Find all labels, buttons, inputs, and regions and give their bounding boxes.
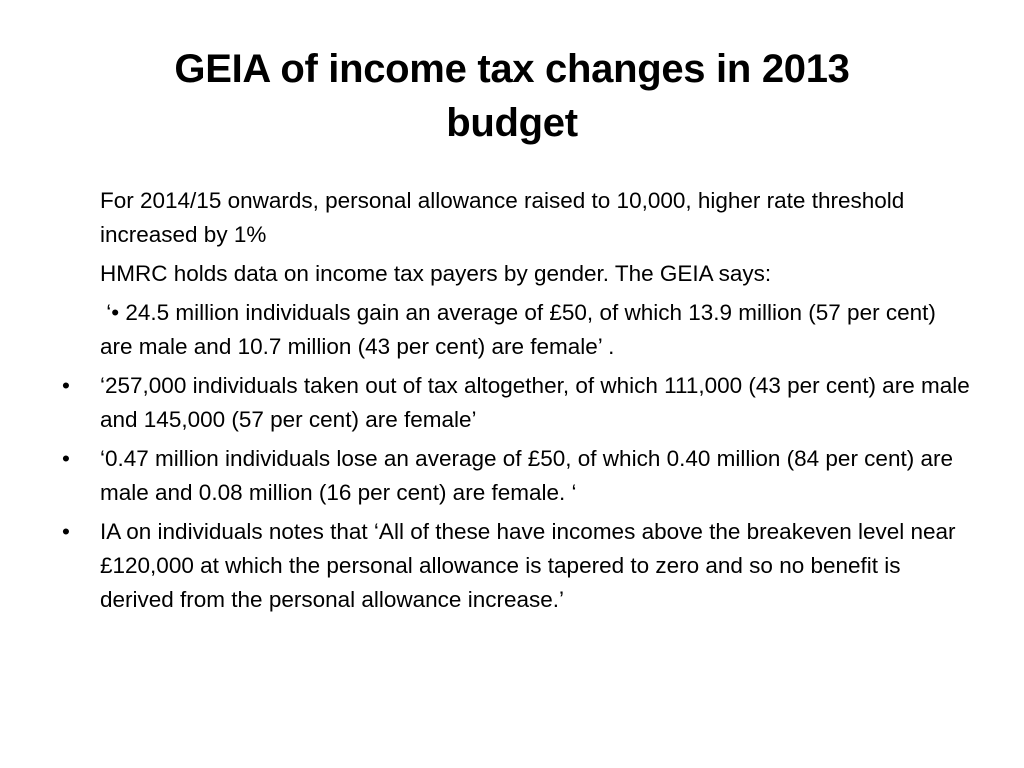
bullet-icon: • (62, 519, 70, 544)
paragraph-gainers (62, 296, 972, 364)
bullet-icon: • (62, 446, 70, 471)
paragraph-losers (62, 442, 972, 510)
bullet-icon: • (62, 373, 70, 398)
paragraph-text: ‘• 24.5 million individuals gain an average of £50, of which 13.9 million (57 per cent) are male and 10.7 million (43 per cent) are female’ . (100, 300, 936, 359)
paragraph-allowance (62, 184, 972, 252)
slide-body (62, 184, 972, 622)
paragraph-text: ‘257,000 individuals taken out of tax altogether, of which 111,000 (43 per cent) are male and 145,000 (57 per cent) are female’ (100, 373, 970, 432)
slide-title-line-2: budget (446, 101, 578, 145)
paragraph-text: For 2014/15 onwards, personal allowance raised to 10,000, higher rate threshold increased by 1% (100, 188, 905, 247)
slide-title (100, 42, 924, 150)
paragraph-hmrc-data (62, 257, 972, 291)
paragraph-taken-out-of-tax (62, 369, 972, 437)
paragraph-text: HMRC holds data on income tax payers by gender. The GEIA says: (100, 261, 772, 286)
slide-title-line-1: GEIA of income tax changes in 2013 (174, 47, 850, 91)
paragraph-text: ‘0.47 million individuals lose an average of £50, of which 0.40 million (84 per cent) are male and 0.08 million (16 per cent) are female. ‘ (100, 446, 953, 505)
paragraph-ia-note (62, 515, 972, 617)
paragraph-text: IA on individuals notes that ‘All of these have incomes above the breakeven level near £120,000 at which the personal allowance is tapered to zero and so no benefit is derived from the personal allowance increase.’ (100, 519, 956, 612)
